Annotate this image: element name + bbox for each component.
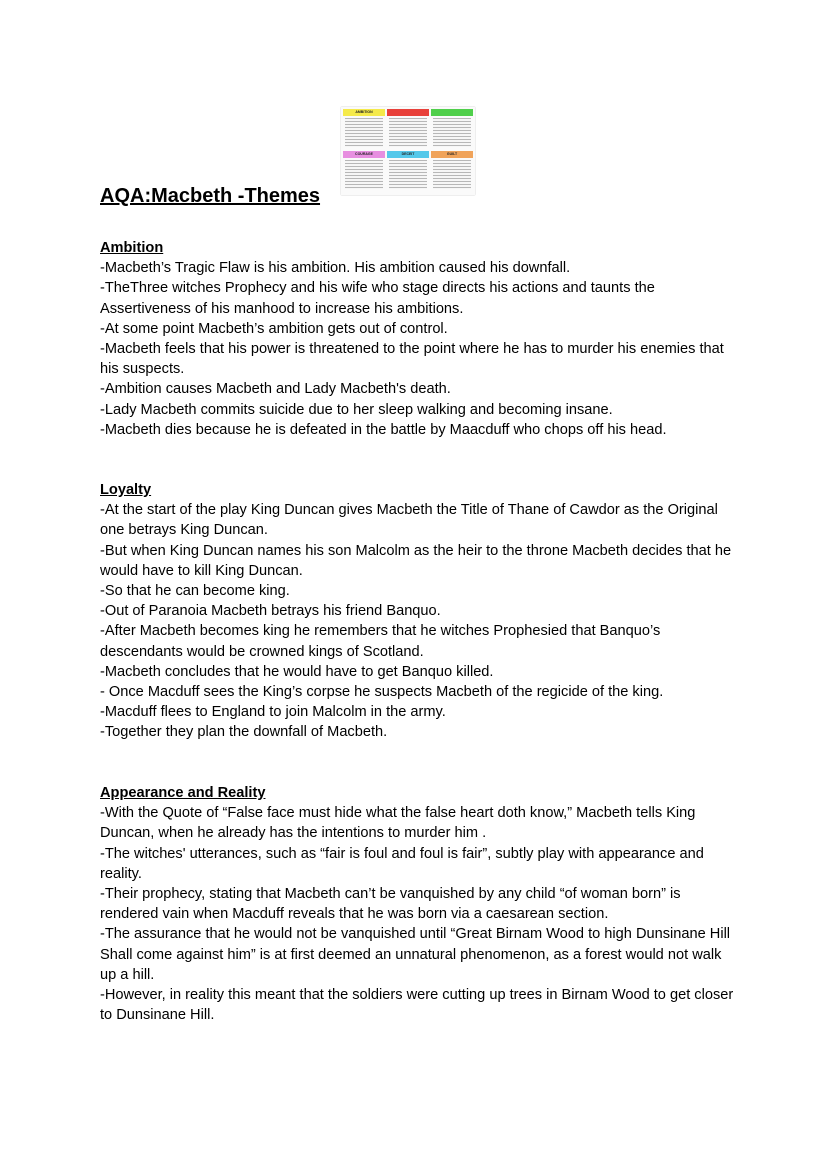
paragraph: -But when King Duncan names his son Malcolm as the heir to the throne Macbeth decides that he would have to kill King Duncan. [100, 542, 732, 579]
paragraph: -The assurance that he would not be vanquished until “Great Birnam Wood to high Dunsinane Hill Shall come against him” is at first deemed an unnatural phenomenon, as a forest would not walk up a hill. [100, 926, 731, 983]
paragraph: -So that he can become king. [100, 583, 290, 600]
tree-icon [431, 109, 473, 116]
thumbnail-tile-red [387, 109, 429, 149]
paragraph: -Their prophecy, stating that Macbeth can’t be vanquished by any child “of woman born” is rendered vain when Macduff reveals that he was born via a caesarean section. [100, 886, 681, 923]
paragraph: -Macbeth dies because he is defeated in the battle by Maacduff who chops off his head. [100, 421, 667, 438]
paragraph: -Together they plan the downfall of Macbeth. [100, 724, 388, 741]
themes-thumbnail [341, 107, 475, 195]
paragraph: -Out of Paranoia Macbeth betrays his friend Banquo. [100, 603, 441, 620]
section-loyalty [100, 480, 740, 743]
section-heading: Loyalty [100, 482, 152, 498]
page-title: AQA:Macbeth -Themes [100, 185, 321, 207]
mask-icon: DECEIT [387, 151, 429, 158]
paragraph: -However, in reality this meant that the soldiers were cutting up trees in Birnam Wood to get closer to Dunsinane Hill. [100, 987, 734, 1024]
paragraph: -At some point Macbeth’s ambition gets out of control. [100, 320, 448, 337]
paragraph: -Lady Macbeth commits suicide due to her sleep walking and becoming insane. [100, 401, 613, 418]
thumbnail-tile-deceit [387, 151, 429, 191]
section-heading: Ambition [100, 240, 164, 256]
paragraph: -Ambition causes Macbeth and Lady Macbeth's death. [100, 381, 451, 398]
section-appearance-and-reality [100, 783, 740, 1025]
section-ambition [100, 238, 740, 440]
thumbnail-tile-courage [343, 151, 385, 191]
thumbnail-tile-guilt [431, 151, 473, 191]
crown-icon: AMBITION [343, 109, 385, 116]
paragraph: -Macduff flees to England to join Malcolm in the army. [100, 704, 446, 721]
paragraph: - Once Macduff sees the King’s corpse he suspects Macbeth of the regicide of the king. [100, 684, 664, 701]
thumbnail-tile-ambition [343, 109, 385, 149]
section-heading: Appearance and Reality [100, 785, 266, 801]
paragraph: -Macbeth’s Tragic Flaw is his ambition. His ambition caused his downfall. [100, 260, 571, 277]
hand-icon: GUILT [431, 151, 473, 158]
paragraph: -The witches' utterances, such as “fair is foul and foul is fair”, subtly play with appearance and reality. [100, 845, 704, 882]
paragraph: -At the start of the play King Duncan gives Macbeth the Title of Thane of Cawdor as the Original one betrays King Duncan. [100, 502, 718, 539]
sword-icon: COURAGE [343, 151, 385, 158]
paragraph: -Macbeth concludes that he would have to get Banquo killed. [100, 663, 494, 680]
paragraph: -After Macbeth becomes king he remembers that he witches Prophesied that Banquo’s descendants would be crowned kings of Scotland. [100, 623, 661, 660]
dagger-icon [387, 109, 429, 116]
thumbnail-tile-green [431, 109, 473, 149]
paragraph: -TheThree witches Prophecy and his wife who stage directs his actions and taunts the Assertiveness of his manhood to increase his ambitions. [100, 280, 655, 317]
paragraph: -Macbeth feels that his power is threatened to the point where he has to murder his enemies that his suspects. [100, 341, 724, 378]
paragraph: -With the Quote of “False face must hide what the false heart doth know,” Macbeth tells King Duncan, when he already has the intentions to murder him . [100, 805, 696, 842]
